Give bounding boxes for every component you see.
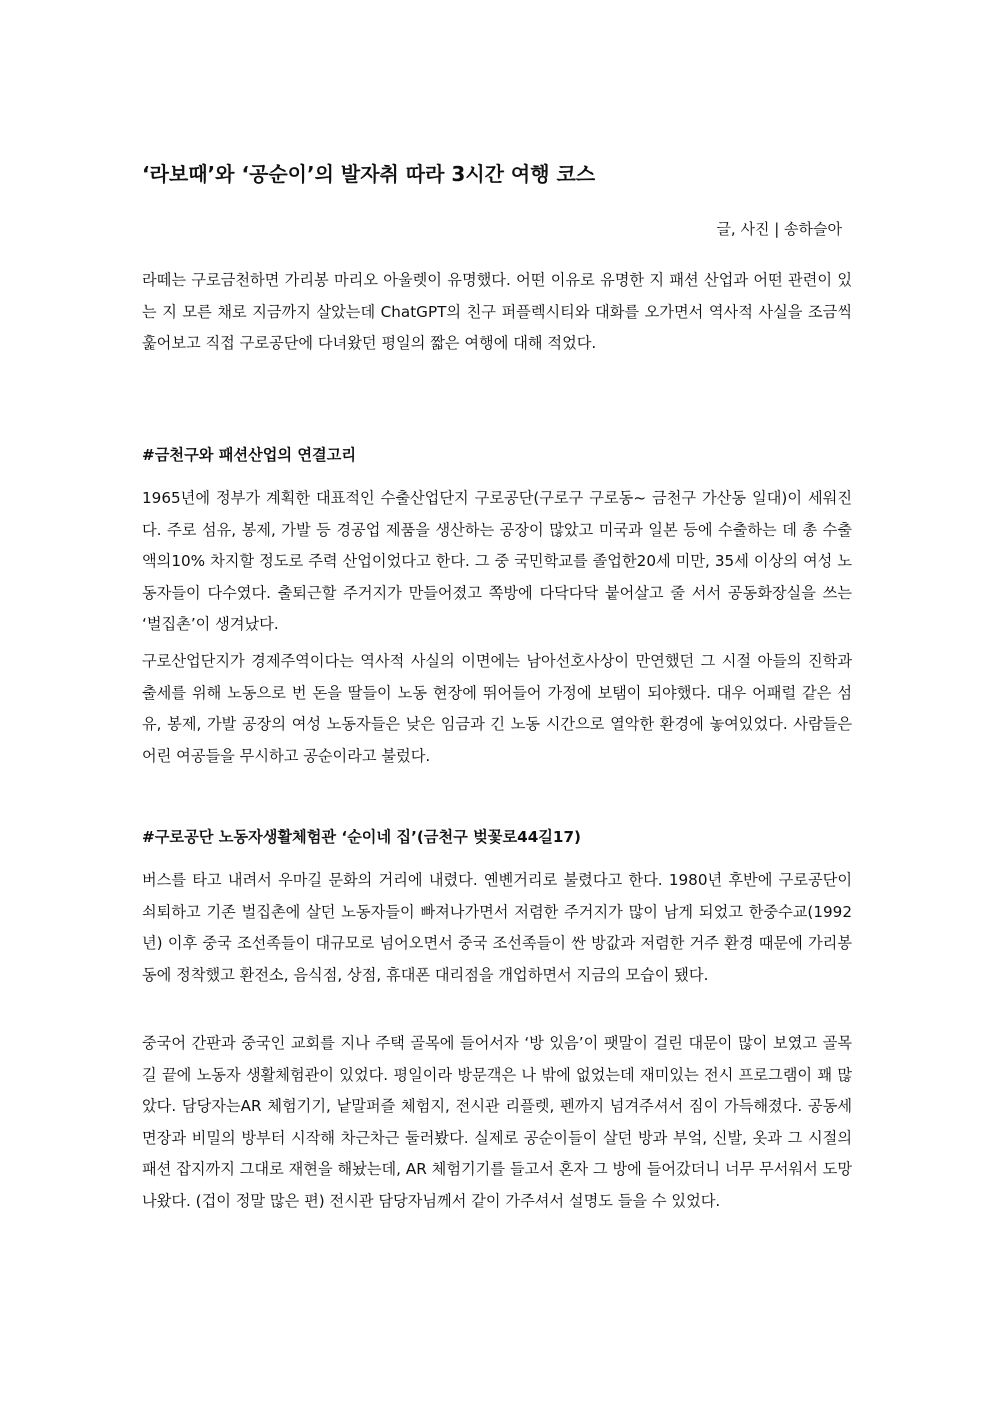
section-heading-fashion-industry: #금천구와 패션산업의 연결고리 — [142, 446, 357, 464]
section-2-paragraph-2: 중국어 간판과 중국인 교회를 지나 주택 골목에 들어서자 ‘방 있음’이 팻말이 걸린 대문이 많이 보였고 골목 길 끝에 노동자 생활체험관이 있었다. 평일이라 방문객은 나 밖에 없었는데 재미있는 전시 프로그램이 꽤 많았다. 담당자는AR 체험기기, 낱말퍼즐 체험지, 전시관 리플렛, 펜까지 넘겨주셔서 짐이 가득해졌다. 공동세면장과 비밀의 방부터 시작해 차근차근 둘러봤다. 실제로 공순이들이 살던 방과 부엌, 신발, 옷과 그 시절의 패션 잡지까지 그대로 재현을 해놨는데, AR 체험기기를 들고서 혼자 그 방에 들어갔더니 너무 무서워서 도망나왔다. (겁이 정말 많은 편) 전시관 담당자님께서 같이 가주셔서 설명도 들을 수 있었다. — [142, 1034, 852, 1210]
document-title: ‘라보때’와 ‘공순이’의 발자취 따라 3시간 여행 코스 — [142, 162, 596, 186]
section-1-paragraph-1: 1965년에 정부가 계획한 대표적인 수출산업단지 구로공단(구로구 구로동~ 금천구 가산동 일대)이 세워진다. 주로 섬유, 봉제, 가발 등 경공업 제품을 생산하는 공장이 많았고 미국과 일본 등에 수출하는 데 총 수출액의10% 차지할 정도로 주력 산업이었다고 한다. 그 중 국민학교를 졸업한20세 미만, 35세 이상의 여성 노동자들이 다수였다. 출퇴근할 주거지가 만들어졌고 쪽방에 다닥다닥 붙어살고 줄 서서 공동화장실을 쓰는 ‘벌집촌’이 생겨났다. — [142, 489, 852, 633]
section-2-paragraph-1: 버스를 타고 내려서 우마길 문화의 거리에 내렸다. 옌볜거리로 불렸다고 한다. 1980년 후반에 구로공단이 쇠퇴하고 기존 벌집촌에 살던 노동자들이 빠져나가면서 저렴한 주거지가 많이 남게 되었고 한중수교(1992년) 이후 중국 조선족들이 대규모로 넘어오면서 중국 조선족들이 싼 방값과 저렴한 거주 환경 때문에 가리봉동에 정착했고 환전소, 음식점, 상점, 휴대폰 대리점을 개업하면서 지금의 모습이 됐다. — [142, 871, 852, 984]
section-1-paragraph-2: 구로산업단지가 경제주역이다는 역사적 사실의 이면에는 남아선호사상이 만연했던 그 시절 아들의 진학과 출세를 위해 노동으로 번 돈을 딸들이 노동 현장에 뛰어들어 가정에 보탬이 되야했다. 대우 어패럴 같은 섬유, 봉제, 가발 공장의 여성 노동자들은 낮은 임금과 긴 노동 시간으로 열악한 환경에 놓여있었다. 사람들은 어린 여공들을 무시하고 공순이라고 불렀다. — [142, 652, 852, 765]
section-heading-sooni-house: #구로공단 노동자생활체험관 ‘순이네 집’(금천구 벚꽃로44길17) — [142, 828, 582, 846]
byline: 글, 사진 | 송하슬아 — [716, 220, 842, 238]
intro-paragraph: 라떼는 구로금천하면 가리봉 마리오 아울렛이 유명했다. 어떤 이유로 유명한 지 패션 산업과 어떤 관련이 있는 지 모른 채로 지금까지 살았는데 ChatGPT의 친구 퍼플렉시티와 대화를 오가면서 역사적 사실을 조금씩 훑어보고 직접 구로공단에 다녀왔던 평일의 짧은 여행에 대해 적었다. — [142, 271, 852, 352]
